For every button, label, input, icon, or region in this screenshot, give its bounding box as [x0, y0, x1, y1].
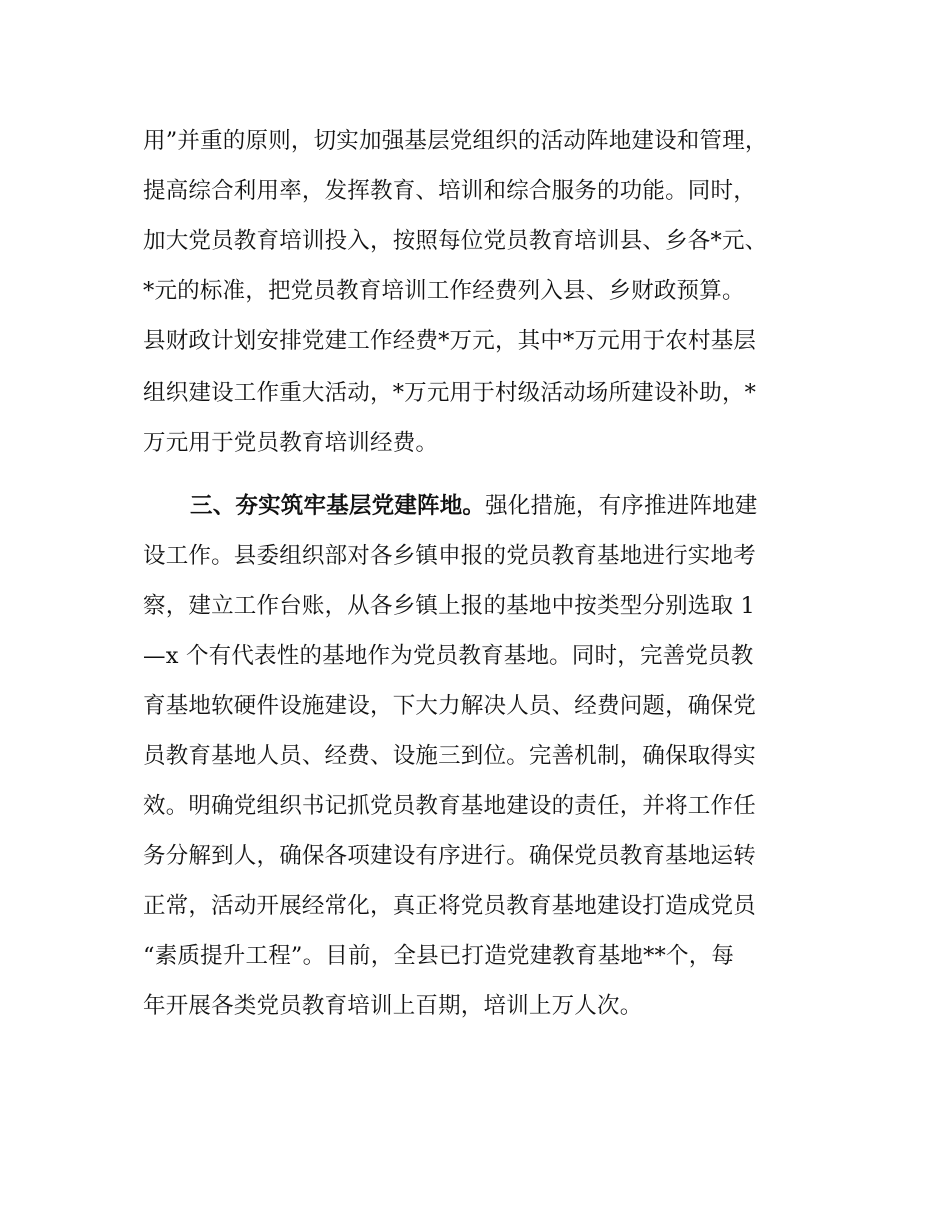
paragraph-2-line-1-text: 强化措施，有序推进阵地建 — [485, 493, 758, 519]
paragraph-2-line-9: 正常，活动开展经常化，真正将党员教育基地建设打造成党员 — [143, 893, 756, 919]
paragraph-2-line-3: 察，建立工作台账，从各乡镇上报的基地中按类型分别选取 1 — [143, 593, 756, 619]
paragraph-2-line-11: 年开展各类党员教育培训上百期，培训上万人次。 — [143, 993, 643, 1019]
paragraph-2-line-4: —x 个有代表性的基地作为党员教育基地。同时，完善党员教 — [143, 643, 754, 669]
paragraph-2-line-6: 员教育基地人员、经费、设施三到位。完善机制，确保取得实 — [143, 743, 756, 769]
paragraph-2-line-1 — [190, 491, 758, 521]
paragraph-1-line-3: 加大党员教育培训投入，按照每位党员教育培训县、乡各*元、 — [143, 228, 768, 254]
paragraph-2-line-10: “素质提升工程”。目前，全县已打造党建教育基地**个，每 — [143, 943, 735, 969]
paragraph-2-line-7: 效。明确党组织书记抓党员教育基地建设的责任，并将工作任 — [143, 793, 756, 819]
paragraph-1-line-6: 组织建设工作重大活动，*万元用于村级活动场所建设补助，* — [143, 380, 757, 406]
paragraph-1-line-7: 万元用于党员教育培训经费。 — [143, 430, 439, 456]
paragraph-1-line-5: 县财政计划安排党建工作经费*万元，其中*万元用于农村基层 — [143, 328, 757, 354]
paragraph-2-line-5: 育基地软硬件设施建设，下大力解决人员、经费问题，确保党 — [143, 693, 756, 719]
paragraph-1-line-1: 用”并重的原则，切实加强基层党组织的活动阵地建设和管理， — [143, 128, 768, 154]
paragraph-1-line-4: *元的标准，把党员教育培训工作经费列入县、乡财政预算。 — [143, 278, 745, 304]
paragraph-2-line-2: 设工作。县委组织部对各乡镇申报的党员教育基地进行实地考 — [143, 543, 756, 569]
paragraph-1-line-2: 提高综合利用率，发挥教育、培训和综合服务的功能。同时， — [143, 178, 756, 204]
section-heading: 三、夯实筑牢基层党建阵地。 — [190, 493, 486, 519]
paragraph-2-line-8: 务分解到人，确保各项建设有序进行。确保党员教育基地运转 — [143, 843, 756, 869]
